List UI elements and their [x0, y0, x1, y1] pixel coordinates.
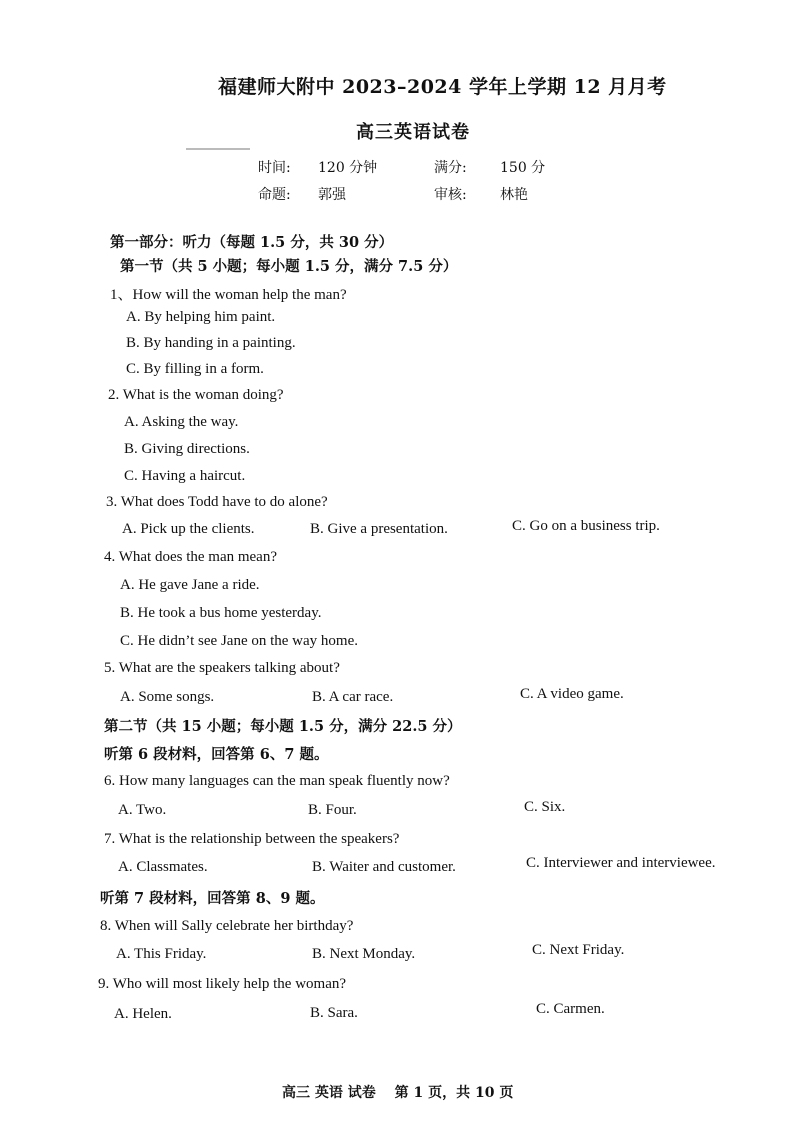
- q9-option-a: A. Helen.: [114, 1006, 172, 1022]
- question-7: 7. What is the relationship between the speakers?: [104, 831, 400, 847]
- q7-option-a: A. Classmates.: [118, 859, 208, 875]
- q5-option-c: C. A video game.: [520, 686, 624, 702]
- scan-mark: [186, 148, 250, 150]
- question-1: 1、How will the woman help the man?: [110, 287, 347, 303]
- question-9: 9. Who will most likely help the woman?: [98, 976, 347, 992]
- question-5: 5. What are the speakers talking about?: [104, 660, 340, 676]
- q9-option-b: B. Sara.: [310, 1005, 358, 1021]
- q5-option-b: B. A car race.: [312, 689, 394, 705]
- time-value: 120 分钟: [318, 160, 378, 176]
- q8-option-b: B. Next Monday.: [312, 946, 416, 962]
- score-value: 150 分: [500, 160, 546, 176]
- score-label: 满分:: [434, 160, 467, 176]
- question-3: 3. What does Todd have to do alone?: [106, 494, 328, 510]
- instruction-6-7: 听第 6 段材料，回答第 6、7 题。: [104, 746, 329, 763]
- section1-heading: 第一节（共 5 小题；每小题 1.5 分，满分 7.5 分）: [120, 258, 458, 275]
- q7-option-b: B. Waiter and customer.: [312, 859, 456, 875]
- exam-subtitle: 高三英语试卷: [356, 122, 470, 143]
- author-label: 命题:: [258, 187, 291, 203]
- question-8: 8. When will Sally celebrate her birthday?: [100, 918, 354, 934]
- q5-option-a: A. Some songs.: [120, 689, 215, 705]
- q4-option-a: A. He gave Jane a ride.: [120, 577, 260, 593]
- q8-option-c: C. Next Friday.: [532, 942, 625, 958]
- q2-option-b: B. Giving directions.: [124, 441, 250, 457]
- author-value: 郭强: [318, 187, 346, 203]
- q1-option-a: A. By helping him paint.: [126, 309, 276, 325]
- q8-option-a: A. This Friday.: [116, 946, 207, 962]
- q3-option-c: C. Go on a business trip.: [512, 518, 660, 534]
- page-footer: 高三 英语 试卷 第 1 页，共 10 页: [282, 1085, 514, 1101]
- q2-option-a: A. Asking the way.: [124, 414, 239, 430]
- instruction-8-9: 听第 7 段材料，回答第 8、9 题。: [100, 890, 325, 907]
- q6-option-a: A. Two.: [118, 802, 167, 818]
- question-4: 4. What does the man mean?: [104, 549, 277, 565]
- part1-heading: 第一部分：听力（每题 1.5 分，共 30 分）: [110, 234, 394, 251]
- q6-option-b: B. Four.: [308, 802, 357, 818]
- time-label: 时间:: [258, 160, 291, 176]
- q9-option-c: C. Carmen.: [536, 1001, 605, 1017]
- section2-heading: 第二节（共 15 小题；每小题 1.5 分，满分 22.5 分）: [104, 718, 462, 735]
- q2-option-c: C. Having a haircut.: [124, 468, 246, 484]
- q4-option-c: C. He didn’t see Jane on the way home.: [120, 633, 359, 649]
- q1-option-c: C. By filling in a form.: [126, 361, 264, 377]
- review-label: 审核:: [434, 187, 467, 203]
- q6-option-c: C. Six.: [524, 799, 566, 815]
- question-6: 6. How many languages can the man speak fluently now?: [104, 773, 450, 789]
- review-value: 林艳: [500, 187, 528, 203]
- q1-option-b: B. By handing in a painting.: [126, 335, 296, 351]
- q3-option-b: B. Give a presentation.: [310, 521, 448, 537]
- q7-option-c: C. Interviewer and interviewee.: [526, 855, 716, 871]
- q4-option-b: B. He took a bus home yesterday.: [120, 605, 322, 621]
- q3-option-a: A. Pick up the clients.: [122, 521, 255, 537]
- exam-title: 福建师大附中 2023–2024 学年上学期 12 月月考: [218, 76, 667, 98]
- question-2: 2. What is the woman doing?: [108, 387, 284, 403]
